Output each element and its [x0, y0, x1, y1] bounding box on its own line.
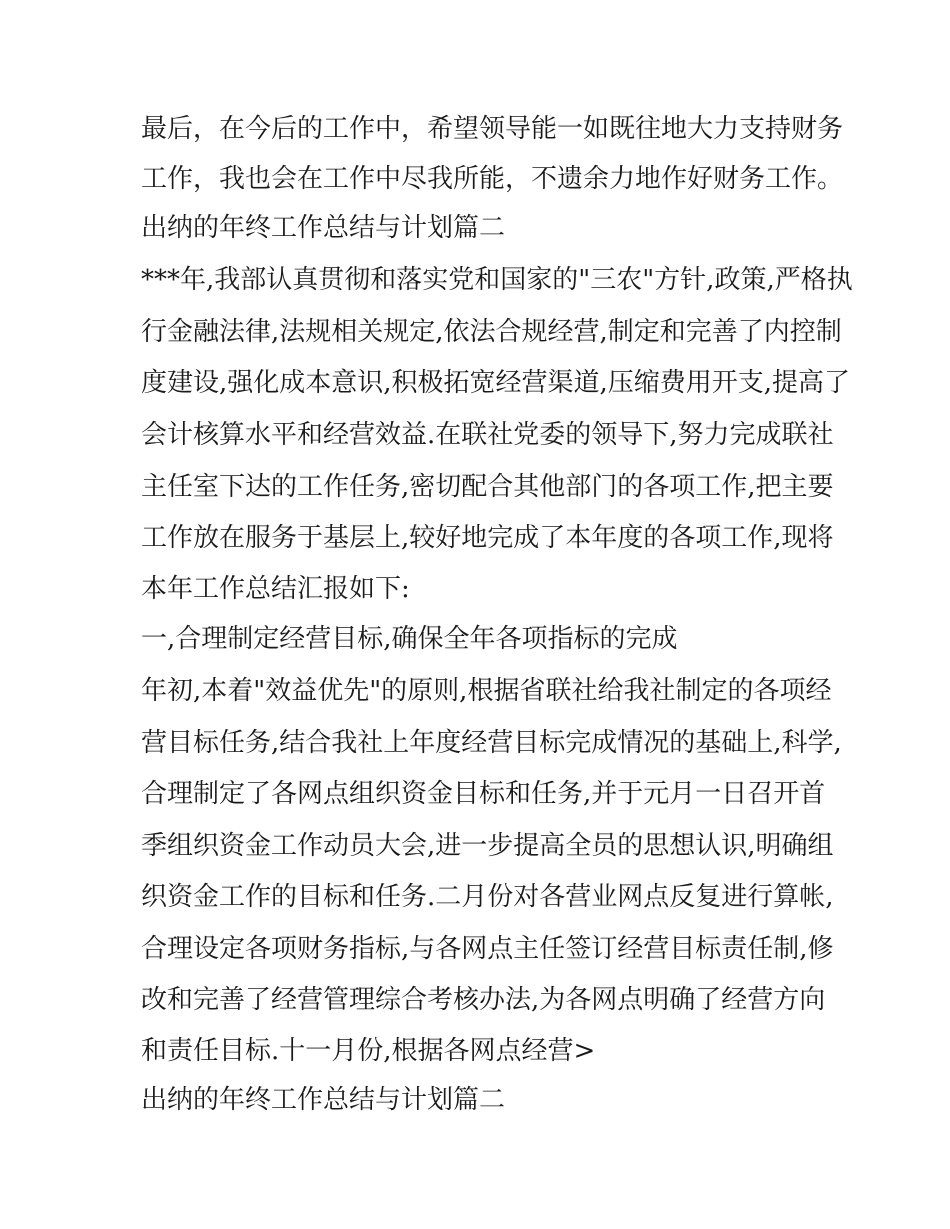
text-line: 会计核算水平和经营效益.在联社党委的领导下,努力完成联社 — [141, 420, 834, 450]
section-heading: 出纳的年终工作总结与计划篇二 — [141, 213, 506, 243]
text-line: 织资金工作的目标和任务.二月份对各营业网点反复进行算帐, — [141, 882, 834, 912]
text-line: ***年,我部认真贯彻和落实党和国家的"三农"方针,政策,严格执 — [141, 265, 853, 295]
text-line: 营目标任务,结合我社上年度经营目标完成情况的基础上,科学, — [141, 728, 842, 758]
text-line: 主任室下达的工作任务,密切配合其他部门的各项工作,把主要 — [141, 472, 834, 502]
text-line: 季组织资金工作动员大会,进一步提高全员的思想认识,明确组 — [141, 831, 834, 861]
text-line: 最后，在今后的工作中，希望领导能一如既往地大力支持财务 — [141, 114, 844, 144]
text-line: 工作，我也会在工作中尽我所能，不遗余力地作好财务工作。 — [141, 164, 844, 194]
section-heading: 出纳的年终工作总结与计划篇二 — [141, 1085, 506, 1115]
text-line: 合理制定了各网点组织资金目标和任务,并于元月一日召开首 — [141, 779, 826, 809]
text-line: 和责任目标.十一月份,根据各网点经营> — [141, 1036, 596, 1066]
text-line: 工作放在服务于基层上,较好地完成了本年度的各项工作,现将 — [141, 523, 834, 553]
subsection-heading: 一,合理制定经营目标,确保全年各项指标的完成 — [141, 624, 678, 654]
text-line: 本年工作总结汇报如下: — [141, 574, 410, 604]
text-line: 合理设定各项财务指标,与各网点主任签订经营目标责任制,修 — [141, 934, 834, 964]
text-line: 改和完善了经营管理综合考核办法,为各网点明确了经营方向 — [141, 985, 826, 1015]
text-line: 年初,本着"效益优先"的原则,根据省联社给我社制定的各项经 — [141, 676, 832, 706]
text-line: 度建设,强化成本意识,积极拓宽经营渠道,压缩费用开支,提高了 — [141, 368, 851, 398]
text-line: 行金融法律,法规相关规定,依法合规经营,制定和完善了内控制 — [141, 317, 842, 347]
